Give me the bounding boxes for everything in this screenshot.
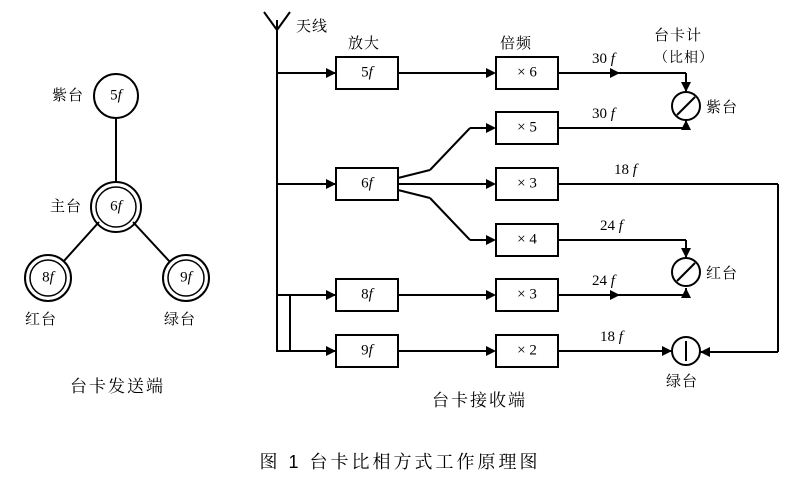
- left-diagram-title: 台卡发送端: [70, 377, 165, 396]
- antenna-vee-right: [277, 12, 290, 30]
- mult-label-5: × 3: [517, 286, 537, 303]
- header-amplifier: 放大: [348, 35, 381, 52]
- link-amp2-mult2-b: [430, 128, 470, 170]
- mult-label-3: × 3: [517, 175, 537, 192]
- left-node-red-value: 8f: [42, 269, 54, 286]
- out-freq-5: 24 f: [592, 273, 615, 289]
- left-edge-master-green: [133, 222, 170, 262]
- mult-label-1: × 6: [517, 64, 537, 81]
- header-meter-sub: （比相）: [654, 49, 714, 65]
- out-freq-4: 24 f: [600, 218, 623, 234]
- left-label-master: 主台: [50, 198, 83, 215]
- meter-label-red: 红台: [706, 265, 739, 282]
- link-amp2-mult2-a: [398, 170, 430, 178]
- meter-red-slash: [677, 263, 695, 281]
- out-freq-6: 18 f: [600, 329, 623, 345]
- left-label-red: 红台: [25, 311, 58, 328]
- meter-purple-slash: [677, 97, 695, 115]
- amp-label-1: 5f: [361, 64, 373, 81]
- left-node-master-value: 6f: [110, 198, 122, 215]
- mult-label-6: × 2: [517, 342, 537, 359]
- amp-label-3: 8f: [361, 286, 373, 303]
- link-amp2-mult4-a: [398, 190, 430, 198]
- meter-label-green: 绿台: [666, 373, 699, 390]
- left-node-green-value: 9f: [180, 269, 192, 286]
- amp-label-4: 9f: [361, 342, 373, 359]
- header-multiplier: 倍频: [500, 35, 533, 52]
- left-label-green: 绿台: [164, 311, 197, 328]
- header-meter: 台卡计: [654, 27, 703, 44]
- out-freq-1: 30 f: [592, 51, 615, 67]
- figure-caption: 图 1 台卡比相方式工作原理图: [259, 452, 541, 472]
- link-amp2-mult4-b: [430, 198, 470, 240]
- mult-label-4: × 4: [517, 231, 537, 248]
- right-diagram-title: 台卡接收端: [432, 391, 527, 410]
- antenna-label: 天线: [296, 18, 329, 35]
- left-edge-master-red: [63, 222, 99, 262]
- meter-label-purple: 紫台: [706, 99, 739, 116]
- out-freq-2: 30 f: [592, 106, 615, 122]
- antenna-vee-left: [264, 12, 277, 30]
- left-label-purple: 紫台: [52, 87, 85, 104]
- left-node-purple-value: 5f: [110, 87, 122, 104]
- mult-label-2: × 5: [517, 119, 537, 136]
- amp-label-2: 6f: [361, 175, 373, 192]
- out-freq-3: 18 f: [614, 162, 637, 178]
